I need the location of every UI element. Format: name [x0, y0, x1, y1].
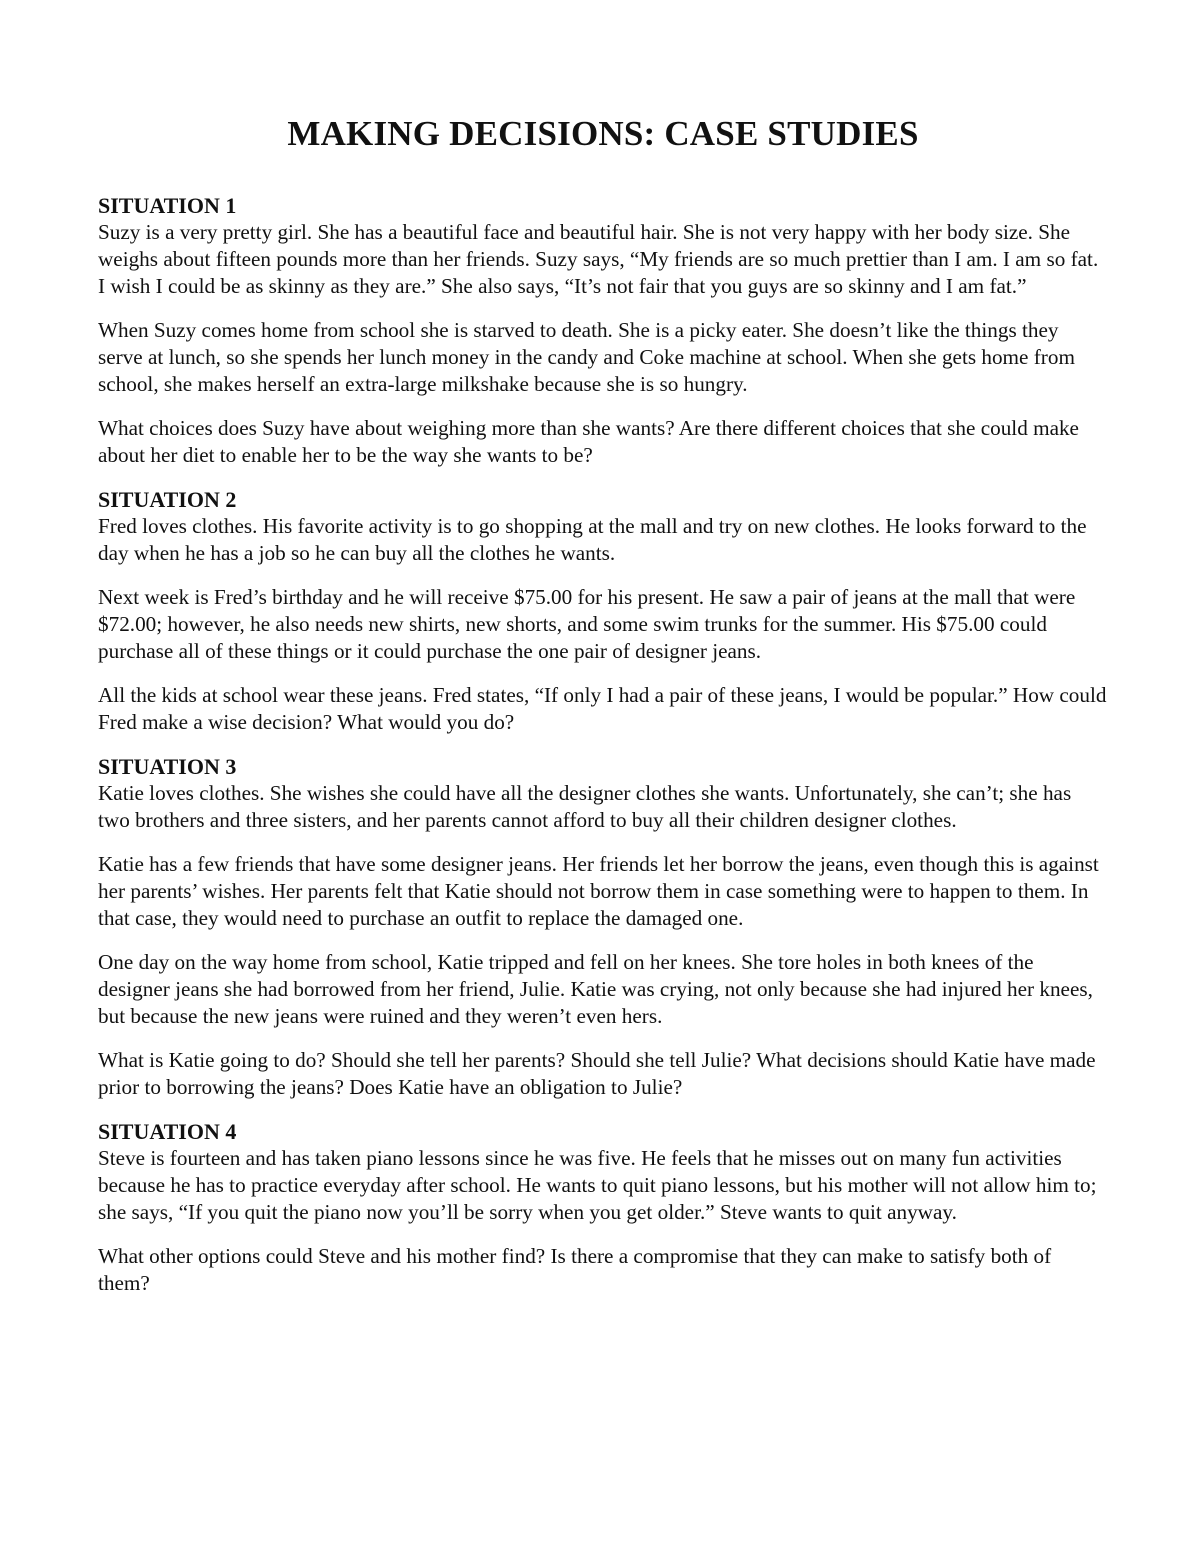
situation-question: All the kids at school wear these jeans. Fred states, “If only I had a pair of these jeans, I would be popular.” How could Fred make a wise decision? What would you do?	[98, 683, 1107, 734]
situation-heading: SITUATION 4	[98, 1119, 237, 1144]
situation-3	[98, 753, 1108, 1101]
situation-paragraph: Suzy is a very pretty girl. She has a beautiful face and beautiful hair. She is not very happy with her body size. She weighs about fifteen pounds more than her friends. Suzy says, “My friends are so much prettier than I am. I am so fat. I wish I could be as skinny as they are.” She also says, “It’s not fair that you guys are so skinny and I am fat.”	[98, 220, 1099, 298]
situation-paragraph: Katie loves clothes. She wishes she could have all the designer clothes she wants. Unfortunately, she can’t; she has two brothers and three sisters, and her parents cannot afford to buy all their children designer clothes.	[98, 781, 1072, 832]
situation-paragraph: One day on the way home from school, Katie tripped and fell on her knees. She tore holes in both knees of the designer jeans she had borrowed from her friend, Julie. Katie was crying, not only because she had injured her knees, but because the new jeans were ruined and they weren’t even hers.	[98, 950, 1093, 1028]
situation-question: What other options could Steve and his mother find? Is there a compromise that they can make to satisfy both of them?	[98, 1244, 1052, 1295]
situation-paragraph: Katie has a few friends that have some designer jeans. Her friends let her borrow the jeans, even though this is against her parents’ wishes. Her parents felt that Katie should not borrow them in case something were to happen to them. In that case, they would need to purchase an outfit to replace the damaged one.	[98, 852, 1099, 930]
situation-4	[98, 1118, 1108, 1297]
situation-paragraph: Steve is fourteen and has taken piano lessons since he was five. He feels that he misses out on many fun activities because he has to practice everyday after school. He wants to quit piano lessons, but his mother will not allow him to; she says, “If you quit the piano now you’ll be sorry when you get older.” Steve wants to quit anyway.	[98, 1146, 1097, 1224]
situation-question: What is Katie going to do? Should she tell her parents? Should she tell Julie? What decisions should Katie have made prior to borrowing the jeans? Does Katie have an obligation to Julie?	[98, 1048, 1096, 1099]
situation-paragraph: Fred loves clothes. His favorite activity is to go shopping at the mall and try on new clothes. He looks forward to the day when he has a job so he can buy all the clothes he wants.	[98, 514, 1087, 565]
situation-heading: SITUATION 1	[98, 193, 237, 218]
situation-question: What choices does Suzy have about weighing more than she wants? Are there different choices that she could make about her diet to enable her to be the way she wants to be?	[98, 416, 1079, 467]
situation-paragraph: When Suzy comes home from school she is starved to death. She is a picky eater. She doesn’t like the things they serve at lunch, so she spends her lunch money in the candy and Coke machine at school. When she gets home from school, she makes herself an extra-large milkshake because she is so hungry.	[98, 318, 1075, 396]
situation-heading: SITUATION 2	[98, 487, 237, 512]
situation-heading: SITUATION 3	[98, 754, 237, 779]
situation-2	[98, 486, 1108, 736]
document-page	[98, 112, 1108, 1314]
page-title: MAKING DECISIONS: CASE STUDIES	[287, 114, 919, 153]
situation-1	[98, 192, 1108, 469]
situation-paragraph: Next week is Fred’s birthday and he will receive $75.00 for his present. He saw a pair of jeans at the mall that were $72.00; however, he also needs new shirts, new shorts, and some swim trunks for the summer. His $75.00 could purchase all of these things or it could purchase the one pair of designer jeans.	[98, 585, 1076, 663]
